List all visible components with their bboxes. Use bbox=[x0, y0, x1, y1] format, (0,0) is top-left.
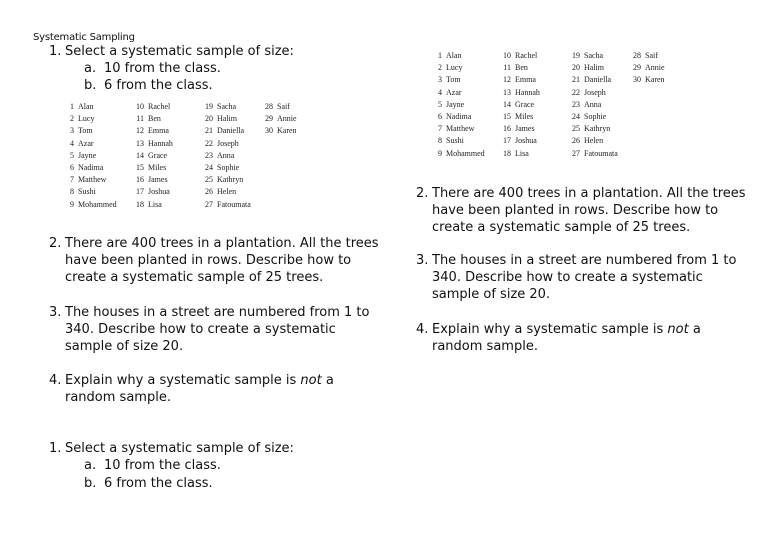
student-name: Daniella bbox=[217, 126, 245, 136]
list-item bbox=[201, 125, 251, 137]
student-name: Sacha bbox=[217, 102, 237, 111]
student-number: 21 bbox=[205, 126, 213, 136]
student-name: Alan bbox=[446, 51, 462, 60]
student-number: 11 bbox=[503, 63, 511, 73]
student-name: Saif bbox=[277, 102, 290, 111]
list-item bbox=[629, 74, 665, 86]
list-item bbox=[62, 199, 117, 211]
student-name: Nadima bbox=[78, 162, 104, 172]
student-name: Joshua bbox=[148, 187, 170, 197]
student-number: 23 bbox=[205, 150, 213, 160]
student-name: Ben bbox=[515, 63, 528, 73]
student-name: Sushi bbox=[446, 136, 464, 146]
question-number: 1. bbox=[49, 441, 62, 456]
student-name: Rachel bbox=[515, 51, 538, 60]
emphasis: not bbox=[667, 322, 689, 337]
student-name: Nadima bbox=[446, 111, 472, 121]
student-number: 13 bbox=[503, 87, 511, 97]
name-column bbox=[201, 101, 251, 211]
student-number: 20 bbox=[572, 63, 580, 73]
student-number: 24 bbox=[205, 162, 213, 172]
student-number: 22 bbox=[572, 87, 580, 97]
class-list-right bbox=[430, 50, 700, 162]
question-4-right bbox=[416, 321, 716, 355]
student-name: Lisa bbox=[148, 199, 162, 209]
student-number: 16 bbox=[503, 124, 511, 134]
student-number: 25 bbox=[205, 175, 213, 185]
student-name: Alan bbox=[78, 102, 94, 111]
student-name: Fatoumata bbox=[217, 199, 251, 209]
student-name: Sacha bbox=[584, 51, 604, 60]
student-name: Grace bbox=[148, 150, 168, 160]
class-list-left bbox=[62, 101, 332, 213]
list-item bbox=[499, 50, 540, 62]
list-item bbox=[132, 113, 173, 125]
student-number: 19 bbox=[572, 51, 580, 60]
list-item bbox=[201, 199, 251, 211]
student-name: Joseph bbox=[584, 87, 606, 97]
student-number: 8 bbox=[70, 187, 74, 197]
name-column bbox=[629, 50, 665, 87]
student-number: 8 bbox=[438, 136, 442, 146]
student-number: 7 bbox=[438, 124, 442, 134]
list-item bbox=[132, 150, 173, 162]
list-item bbox=[62, 138, 117, 150]
list-item bbox=[430, 87, 485, 99]
list-item bbox=[201, 150, 251, 162]
student-name: Emma bbox=[148, 126, 169, 136]
list-item bbox=[201, 113, 251, 125]
name-column bbox=[568, 50, 618, 160]
student-name: James bbox=[148, 175, 168, 185]
student-number: 30 bbox=[633, 75, 641, 85]
question-number: 2. bbox=[416, 186, 429, 201]
list-item bbox=[430, 74, 485, 86]
student-number: 7 bbox=[70, 175, 74, 185]
student-number: 5 bbox=[70, 150, 74, 160]
list-item bbox=[568, 135, 618, 147]
part-text: 10 from the class. bbox=[104, 61, 221, 76]
student-name: Joshua bbox=[515, 136, 537, 146]
student-name: Hannah bbox=[515, 87, 540, 97]
student-name: Anna bbox=[217, 150, 235, 160]
student-name: Azar bbox=[78, 138, 94, 148]
student-name: Halim bbox=[584, 63, 604, 73]
student-name: Matthew bbox=[446, 124, 475, 134]
student-number: 25 bbox=[572, 124, 580, 134]
student-number: 3 bbox=[438, 75, 442, 85]
student-name: Helen bbox=[217, 187, 237, 197]
student-number: 9 bbox=[438, 148, 442, 158]
student-name: Sophie bbox=[584, 111, 607, 121]
student-number: 1 bbox=[70, 102, 74, 111]
student-name: Miles bbox=[148, 162, 167, 172]
question-text: The houses in a street are numbered from 1 to 340. Describe how to create a systematic sample of size 20. bbox=[65, 305, 370, 354]
list-item bbox=[132, 186, 173, 198]
student-number: 4 bbox=[70, 138, 74, 148]
list-item bbox=[629, 62, 665, 74]
list-item bbox=[430, 135, 485, 147]
list-item bbox=[499, 135, 540, 147]
part-label: b. bbox=[84, 78, 97, 93]
name-column bbox=[499, 50, 540, 160]
list-item bbox=[201, 162, 251, 174]
question-2-right bbox=[416, 185, 746, 236]
list-item bbox=[62, 101, 117, 113]
question-number: 3. bbox=[49, 305, 62, 320]
student-name: Kathryn bbox=[584, 124, 611, 134]
list-item bbox=[430, 123, 485, 135]
student-number: 1 bbox=[438, 51, 442, 60]
question-number: 4. bbox=[416, 322, 429, 337]
student-number: 11 bbox=[136, 114, 144, 124]
list-item bbox=[201, 138, 251, 150]
list-item bbox=[62, 150, 117, 162]
student-name: Jayne bbox=[446, 99, 465, 109]
student-number: 22 bbox=[205, 138, 213, 148]
list-item bbox=[132, 125, 173, 137]
student-number: 29 bbox=[633, 63, 641, 73]
list-item bbox=[568, 62, 618, 74]
student-name: Kathryn bbox=[217, 175, 244, 185]
student-number: 14 bbox=[503, 99, 511, 109]
list-item bbox=[201, 186, 251, 198]
list-item bbox=[62, 186, 117, 198]
student-number: 27 bbox=[205, 199, 213, 209]
name-column bbox=[132, 101, 173, 211]
student-number: 19 bbox=[205, 102, 213, 111]
list-item bbox=[499, 74, 540, 86]
student-number: 24 bbox=[572, 111, 580, 121]
question-4-left bbox=[49, 372, 349, 406]
student-name: Grace bbox=[515, 99, 535, 109]
list-item bbox=[568, 123, 618, 135]
student-number: 23 bbox=[572, 99, 580, 109]
list-item bbox=[629, 50, 665, 62]
student-number: 2 bbox=[70, 114, 74, 124]
list-item bbox=[62, 162, 117, 174]
question-1-left bbox=[49, 43, 379, 60]
list-item bbox=[499, 87, 540, 99]
name-column bbox=[261, 101, 297, 138]
part-label: b. bbox=[84, 476, 97, 491]
student-name: Lucy bbox=[78, 114, 95, 124]
list-item bbox=[132, 199, 173, 211]
question-text: Select a systematic sample of size: bbox=[65, 44, 294, 59]
list-item bbox=[430, 111, 485, 123]
student-number: 13 bbox=[136, 138, 144, 148]
student-number: 6 bbox=[438, 111, 442, 121]
student-number: 10 bbox=[136, 102, 144, 111]
list-item bbox=[430, 99, 485, 111]
list-item bbox=[132, 174, 173, 186]
part-label: a. bbox=[84, 61, 97, 76]
student-number: 14 bbox=[136, 150, 144, 160]
student-name: Mohammed bbox=[446, 148, 485, 158]
name-column bbox=[62, 101, 117, 211]
list-item bbox=[568, 99, 618, 111]
student-number: 26 bbox=[572, 136, 580, 146]
student-name: Lucy bbox=[446, 63, 463, 73]
student-name: Tom bbox=[78, 126, 93, 136]
question-1-bottom bbox=[49, 440, 379, 457]
question-number: 1. bbox=[49, 44, 62, 59]
question-3-left bbox=[49, 304, 379, 355]
student-name: Helen bbox=[584, 136, 604, 146]
part-label: a. bbox=[84, 458, 97, 473]
question-text: Select a systematic sample of size: bbox=[65, 441, 294, 456]
student-number: 29 bbox=[265, 114, 273, 124]
question-3-right bbox=[416, 252, 746, 303]
student-number: 17 bbox=[503, 136, 511, 146]
student-number: 18 bbox=[136, 199, 144, 209]
list-item bbox=[62, 113, 117, 125]
student-number: 3 bbox=[70, 126, 74, 136]
list-item bbox=[62, 174, 117, 186]
student-number: 26 bbox=[205, 187, 213, 197]
list-item bbox=[201, 101, 251, 113]
student-number: 28 bbox=[633, 51, 641, 60]
list-item bbox=[430, 148, 485, 160]
student-number: 28 bbox=[265, 102, 273, 111]
list-item bbox=[261, 113, 297, 125]
student-name: Jayne bbox=[78, 150, 97, 160]
student-name: Matthew bbox=[78, 175, 107, 185]
list-item bbox=[499, 99, 540, 111]
student-name: Joseph bbox=[217, 138, 239, 148]
list-item bbox=[201, 174, 251, 186]
list-item bbox=[261, 101, 297, 113]
question-number: 2. bbox=[49, 236, 62, 251]
question-number: 4. bbox=[49, 373, 62, 388]
student-name: Halim bbox=[217, 114, 237, 124]
list-item bbox=[499, 123, 540, 135]
list-item bbox=[499, 62, 540, 74]
emphasis: not bbox=[300, 373, 322, 388]
student-name: Miles bbox=[515, 111, 534, 121]
student-name: Emma bbox=[515, 75, 536, 85]
student-name: Sophie bbox=[217, 162, 240, 172]
student-name: Saif bbox=[645, 51, 658, 60]
list-item bbox=[132, 162, 173, 174]
list-item bbox=[499, 148, 540, 160]
list-item bbox=[568, 111, 618, 123]
question-text: The houses in a street are numbered from 1 to 340. Describe how to create a systematic sample of size 20. bbox=[432, 253, 737, 302]
student-name: Mohammed bbox=[78, 199, 117, 209]
student-number: 15 bbox=[503, 111, 511, 121]
student-name: Lisa bbox=[515, 148, 529, 158]
student-number: 20 bbox=[205, 114, 213, 124]
question-text: There are 400 trees in a plantation. All the trees have been planted in rows. Describe how to create a systematic sample of 25 trees. bbox=[65, 236, 379, 285]
student-name: Karen bbox=[277, 126, 297, 136]
student-number: 6 bbox=[70, 162, 74, 172]
student-name: James bbox=[515, 124, 535, 134]
question-1-part-b-bottom bbox=[84, 475, 213, 492]
student-number: 30 bbox=[265, 126, 273, 136]
student-number: 17 bbox=[136, 187, 144, 197]
question-text: Explain why a systematic sample is not a random sample. bbox=[65, 373, 334, 405]
student-number: 2 bbox=[438, 63, 442, 73]
list-item bbox=[261, 125, 297, 137]
part-text: 6 from the class. bbox=[104, 476, 213, 491]
list-item bbox=[499, 111, 540, 123]
student-number: 9 bbox=[70, 199, 74, 209]
list-item bbox=[568, 74, 618, 86]
question-1-part-a-left bbox=[84, 60, 221, 77]
student-number: 18 bbox=[503, 148, 511, 158]
student-number: 15 bbox=[136, 162, 144, 172]
student-name: Daniella bbox=[584, 75, 612, 85]
student-number: 16 bbox=[136, 175, 144, 185]
student-number: 10 bbox=[503, 51, 511, 60]
question-2-left bbox=[49, 235, 379, 286]
list-item bbox=[430, 50, 485, 62]
student-number: 4 bbox=[438, 87, 442, 97]
question-text: Explain why a systematic sample is not a random sample. bbox=[432, 322, 701, 354]
student-number: 12 bbox=[503, 75, 511, 85]
question-1-part-b-left bbox=[84, 77, 213, 94]
page-title: Systematic Sampling bbox=[33, 32, 135, 43]
student-name: Rachel bbox=[148, 102, 171, 111]
student-name: Tom bbox=[446, 75, 461, 85]
list-item bbox=[132, 138, 173, 150]
question-number: 3. bbox=[416, 253, 429, 268]
student-name: Azar bbox=[446, 87, 462, 97]
part-text: 10 from the class. bbox=[104, 458, 221, 473]
list-item bbox=[568, 148, 618, 160]
student-name: Karen bbox=[645, 75, 665, 85]
list-item bbox=[62, 125, 117, 137]
list-item bbox=[430, 62, 485, 74]
student-name: Hannah bbox=[148, 138, 173, 148]
part-text: 6 from the class. bbox=[104, 78, 213, 93]
student-number: 27 bbox=[572, 148, 580, 158]
question-text: There are 400 trees in a plantation. All the trees have been planted in rows. Describe how to create a systematic sample of 25 trees. bbox=[432, 186, 746, 235]
student-number: 12 bbox=[136, 126, 144, 136]
question-1-part-a-bottom bbox=[84, 457, 221, 474]
student-name: Annie bbox=[645, 63, 665, 73]
student-number: 5 bbox=[438, 99, 442, 109]
student-name: Anna bbox=[584, 99, 602, 109]
student-name: Fatoumata bbox=[584, 148, 618, 158]
student-number: 21 bbox=[572, 75, 580, 85]
list-item bbox=[132, 101, 173, 113]
student-name: Sushi bbox=[78, 187, 96, 197]
list-item bbox=[568, 87, 618, 99]
student-name: Ben bbox=[148, 114, 161, 124]
student-name: Annie bbox=[277, 114, 297, 124]
list-item bbox=[568, 50, 618, 62]
name-column bbox=[430, 50, 485, 160]
